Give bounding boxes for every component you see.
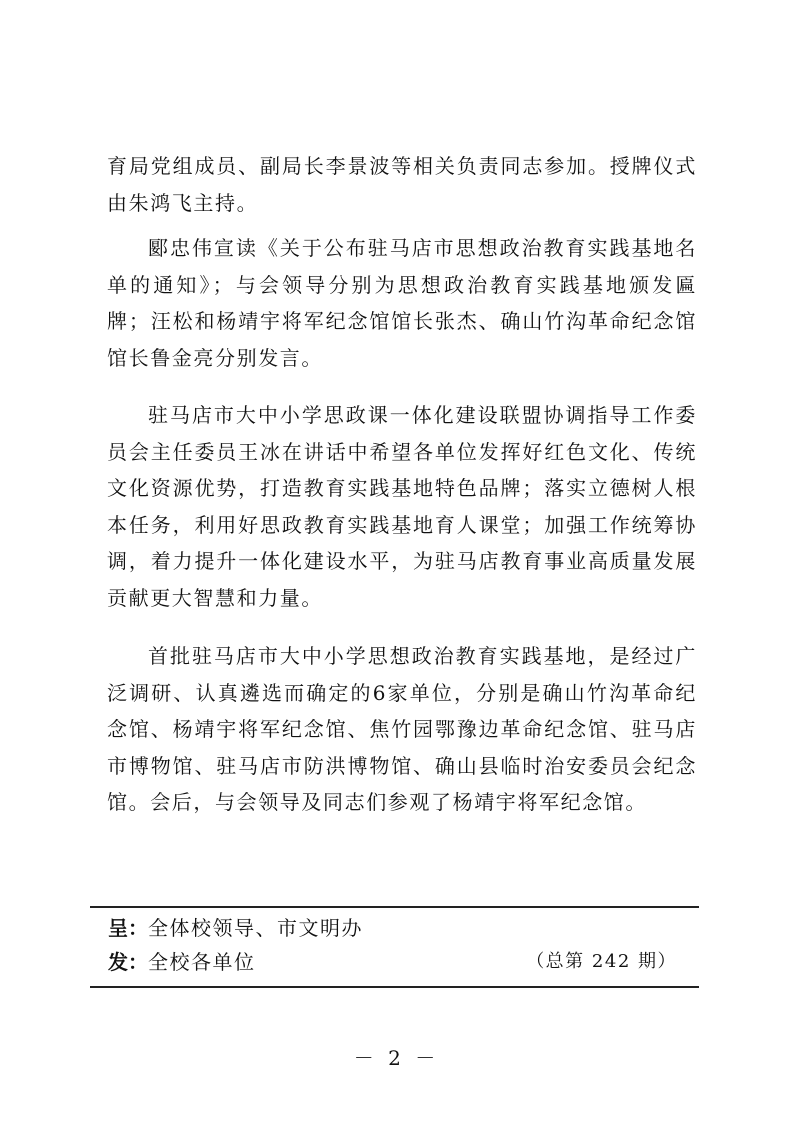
recipients-label: 呈： — [108, 916, 148, 940]
recipients-line — [108, 913, 681, 943]
body-paragraph-2: 郾忠伟宣读《关于公布驻马店市思想政治教育实践基地名单的通知》；与会领导分别为思想政治教育实践基地颁发匾牌；汪松和杨靖宇将军纪念馆馆长张杰、确山竹沟革命纪念馆馆长鲁金亮分别发言。 — [107, 236, 697, 370]
page-number: － 2 － — [353, 1046, 440, 1070]
body-paragraph-4: 首批驻马店市大中小学思想政治教育实践基地，是经过广泛调研、认真遴选而确定的6家单位，分别是确山竹沟革命纪念馆、杨靖宇将军纪念馆、焦竹园鄂豫边革命纪念馆、驻马店市博物馆、驻马店市防洪博物馆、确山县临时治安委员会纪念馆。会后，与会领导及同志们参观了杨靖宇将军纪念馆。 — [107, 644, 697, 815]
distribution-footer — [90, 906, 699, 988]
body-paragraph-1: 育局党组成员、副局长李景波等相关负责同志参加。授牌仪式由朱鸿飞主持。 — [107, 154, 697, 215]
recipients-value: 全体校领导、市文明办 — [148, 916, 363, 940]
body-paragraph-3: 驻马店市大中小学思政课一体化建设联盟协调指导工作委员会主任委员王冰在讲话中希望各单位发挥好红色文化、传统文化资源优势，打造教育实践基地特色品牌；落实立德树人根本任务，利用好思政教育实践基地育人课堂；加强工作统筹协调，着力提升一体化建设水平，为驻马店教育事业高质量发展贡献更大智慧和力量。 — [107, 403, 697, 610]
distribution-line — [108, 947, 681, 977]
distribution-label: 发： — [108, 950, 148, 974]
distribution-value: 全校各单位 — [148, 950, 256, 974]
issue-number: （总第 242 期） — [526, 951, 677, 972]
